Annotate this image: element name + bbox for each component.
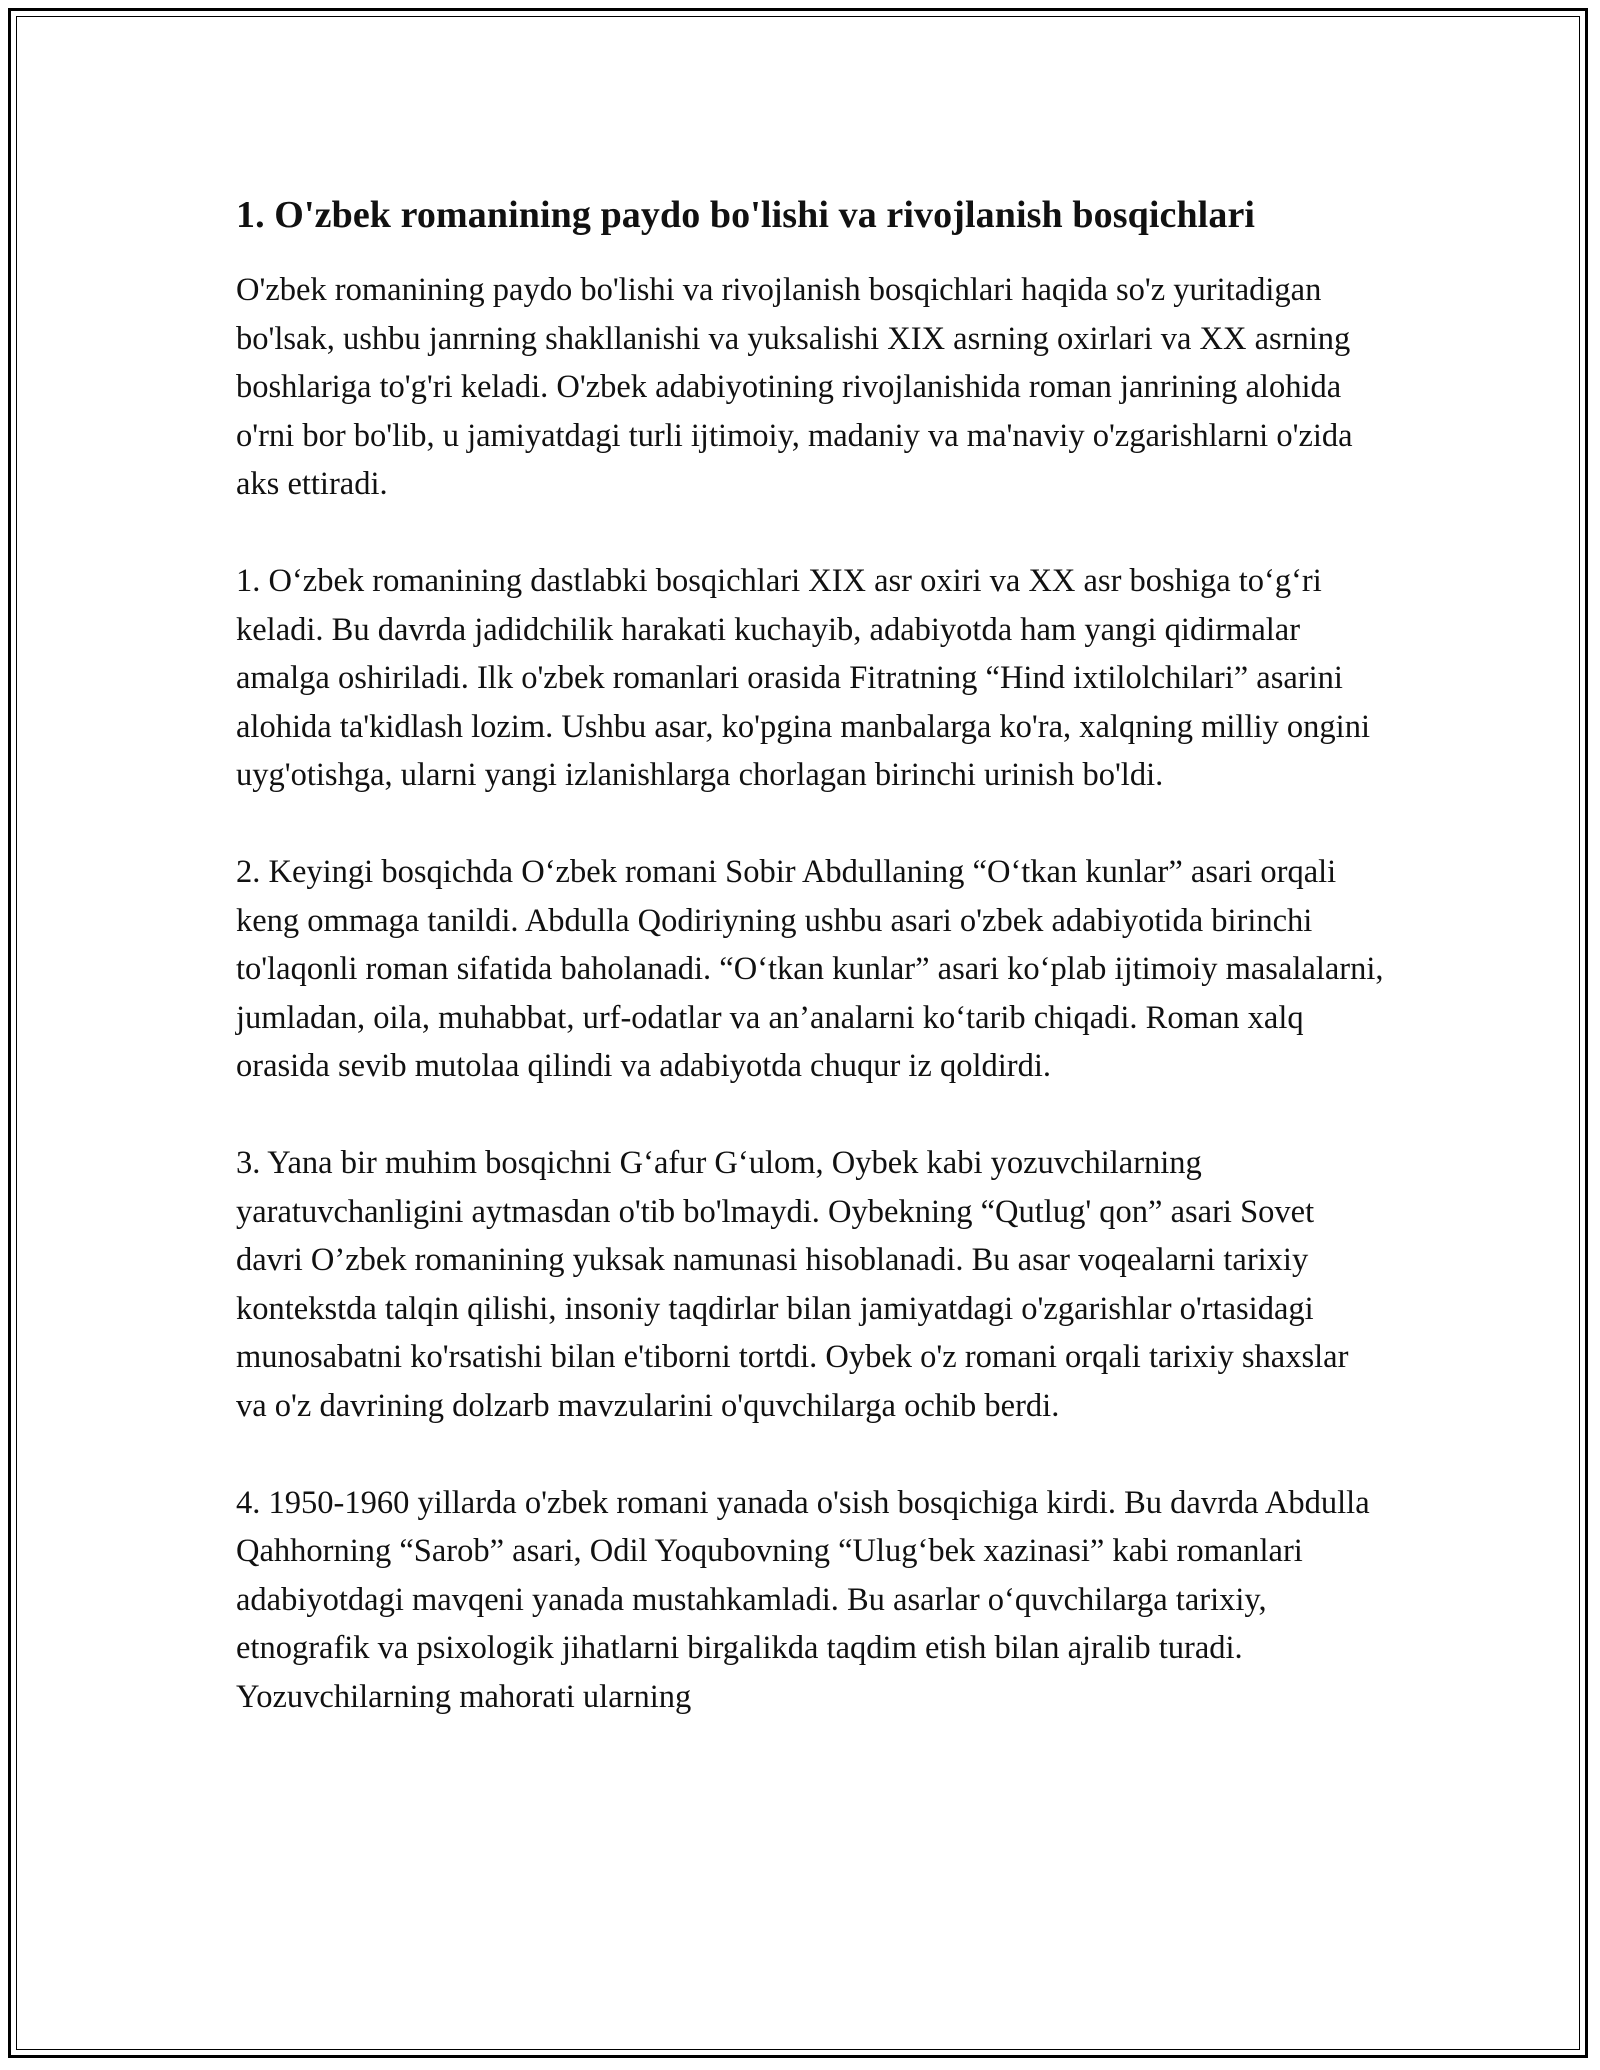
document-body bbox=[236, 186, 1386, 1770]
paragraph-stage-4: 4. 1950-1960 yillarda o'zbek romani yanada o'sish bosqichiga kirdi. Bu davrda Abdulla Qahhorning “Sarob” asari, Odil Yoqubovning “Ulug‘bek xazinasi” kabi romanlari adabiyotdagi mavqeni yanada mustahkamladi. Bu asarlar o‘quvchilarga tarixiy, etnografik va psixologik jihatlarni birgalikda taqdim etish bilan ajralib turadi. Yozuvchilarning mahorati ularning bbox=[236, 1484, 1370, 1715]
paragraph-stage-1: 1. O‘zbek romanining dastlabki bosqichlari XIX asr oxiri va XX asr boshiga to‘g‘ri keladi. Bu davrda jadidchilik harakati kuchayib, adabiyotda ham yangi qidirmalar amalga oshiriladi. Ilk o'zbek romanlari orasida Fitratning “Hind ixtilolchilari” asarini alohida ta'kidlash lozim. Ushbu asar, ko'pgina manbalarga ko'ra, xalqning milliy ongini uyg'otishga, ularni yangi izlanishlarga chorlagan birinchi urinish bo'ldi. bbox=[236, 563, 1370, 793]
paragraph-intro: O'zbek romanining paydo bo'lishi va rivojlanish bosqichlari haqida so'z yuritadigan bo'lsak, ushbu janrning shakllanishi va yuksalishi XIX asrning oxirlari va XX asrning boshlariga to'g'ri keladi. O'zbek adabiyotining rivojlanishida roman janrining alohida o'rni bor bo'lib, u jamiyatdagi turli ijtimoiy, madaniy va ma'naviy o'zgarishlarni o'zida aks ettiradi. bbox=[236, 272, 1353, 502]
paragraph-stage-2: 2. Keyingi bosqichda O‘zbek romani Sobir Abdullaning “O‘tkan kunlar” asari orqali keng ommaga tanildi. Abdulla Qodiriyning ushbu asari o'zbek adabiyotida birinchi to'laqonli roman sifatida baholanadi. “O‘tkan kunlar” asari ko‘plab ijtimoiy masalalarni, jumladan, oila, muhabbat, urf-odatlar va an’analarni ko‘tarib chiqadi. Roman xalq orasida sevib mutolaa qilindi va adabiyotda chuqur iz qoldirdi. bbox=[236, 854, 1384, 1084]
document-title: 1. O'zbek romanining paydo bo'lishi va rivojlanish bosqichlari bbox=[236, 194, 1256, 236]
paragraph-stage-3: 3. Yana bir muhim bosqichni G‘afur G‘ulom, Oybek kabi yozuvchilarning yaratuvchanligini aytmasdan o'tib bo'lmaydi. Oybekning “Qutlug' qon” asari Sovet davri O’zbek romanining yuksak namunasi hisoblanadi. Bu asar voqealarni tarixiy kontekstda talqin qilishi, insoniy taqdirlar bilan jamiyatdagi o'zgarishlar o'rtasidagi munosabatni ko'rsatishi bilan e'tiborni tortdi. Oybek o'z romani orqali tarixiy shaxslar va o'z davrining dolzarb mavzularini o'quvchilarga ochib berdi. bbox=[236, 1145, 1349, 1424]
